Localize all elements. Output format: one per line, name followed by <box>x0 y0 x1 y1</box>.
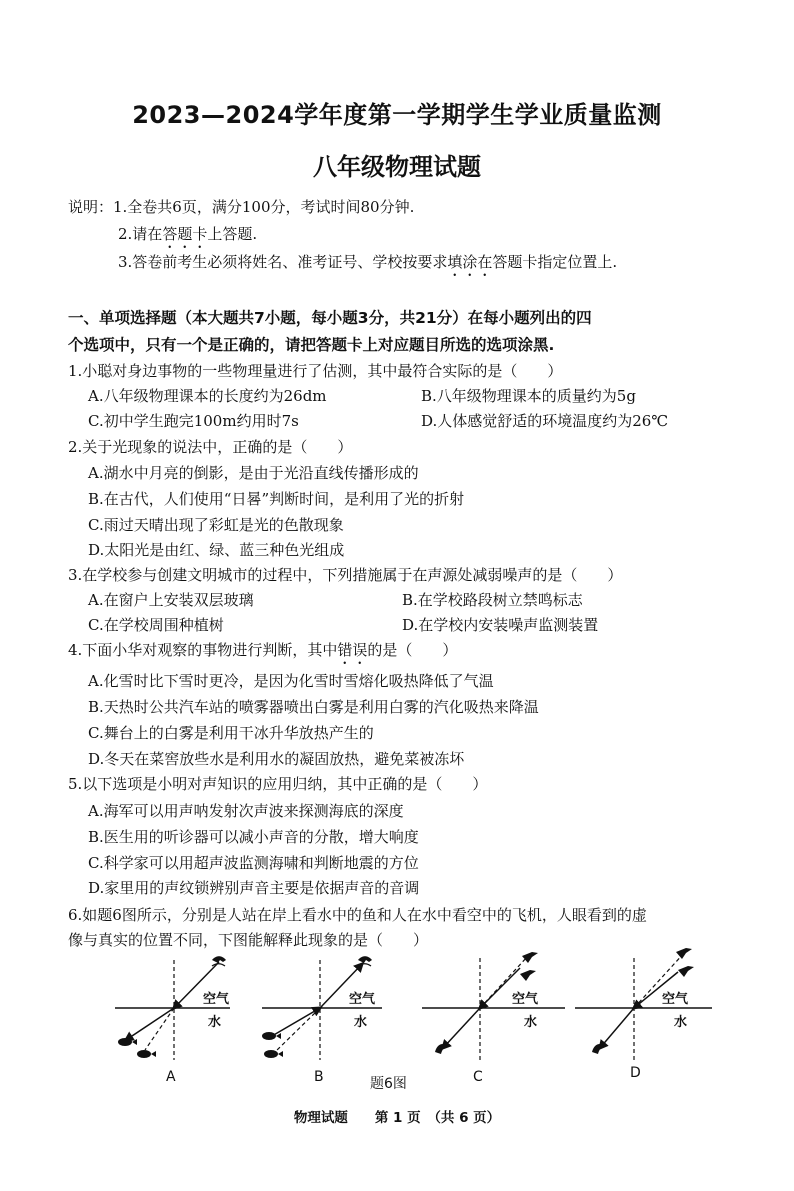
diagram-d-air-label: 空气 <box>662 992 689 1007</box>
diagram-c-water-label: 水 <box>524 1015 538 1030</box>
eye-icon <box>358 956 372 963</box>
question-5-option-b: B.医生用的听诊器可以减小声音的分散，增大响度 <box>88 828 419 846</box>
fish-icon-tail <box>132 1039 137 1045</box>
question-4-stem-pre: 4.下面小华对观察的事物进行判断，其中 <box>68 641 338 659</box>
diagram-b <box>262 956 382 1085</box>
diagram-b-water-label: 水 <box>354 1015 368 1030</box>
instruction-3-emphasis: 填涂在 <box>447 253 493 271</box>
exam-subtitle: 八年级物理试题 <box>313 153 481 181</box>
fish-icon <box>262 1032 276 1040</box>
question-2-option-a: A.湖水中月亮的倒影，是由于光沿直线传播形成的 <box>88 464 419 482</box>
question-1-option-d: D.人体感觉舒适的环境温度约为26℃ <box>421 412 669 430</box>
fish-icon <box>137 1050 151 1058</box>
diagram-a-ray-extension <box>145 1008 174 1050</box>
diagram-a-air-label: 空气 <box>203 992 230 1007</box>
question-4-option-a: A.化雪时比下雪时更冷，是因为化雪时雪熔化吸热降低了气温 <box>88 672 494 690</box>
question-3-option-d: D.在学校内安装噪声监测装置 <box>402 616 599 634</box>
question-4-stem-post: 的是（ ） <box>367 641 458 659</box>
diagram-c <box>422 952 565 1085</box>
question-5-stem: 5.以下选项是小明对声知识的应用归纳，其中正确的是（ ） <box>68 775 488 793</box>
fish-icon <box>264 1050 278 1058</box>
question-4-option-b: B.天热时公共汽车站的喷雾器喷出白雾是利用白雾的汽化吸热来降温 <box>88 698 539 716</box>
question-4-stem-emphasis: 错误 <box>337 641 368 659</box>
diagram-b-label: B <box>314 1069 324 1085</box>
diagram-a-label: A <box>166 1069 176 1085</box>
question-2-option-d: D.太阳光是由红、绿、蓝三种色光组成 <box>88 541 345 559</box>
diagram-c-label: C <box>473 1069 483 1085</box>
airplane-icon <box>520 970 536 981</box>
question-5-option-d: D.家里用的声纹锁辨别声音主要是依据声音的音调 <box>88 879 420 897</box>
question-3-stem: 3.在学校参与创建文明城市的过程中，下列措施属于在声源处减弱噪声的是（ ） <box>68 566 623 584</box>
eye-icon <box>212 956 226 963</box>
airplane-icon <box>676 948 692 959</box>
diagram-d-label: D <box>630 1065 641 1081</box>
diagram-d-water-label: 水 <box>674 1015 688 1030</box>
instruction-3-post: 答题卡指定位置上. <box>492 253 618 271</box>
instruction-2-pre: 2.请在 <box>118 225 163 243</box>
question-6-stem-line2: 像与真实的位置不同，下图能解释此现象的是（ ） <box>68 931 429 949</box>
instruction-3 <box>118 251 617 280</box>
diagram-b-air-label: 空气 <box>349 992 376 1007</box>
instruction-2-post: 上答题. <box>207 225 258 243</box>
question-3-option-c: C.在学校周围种植树 <box>88 616 224 634</box>
instruction-2 <box>118 223 257 252</box>
diagram-c-air-label: 空气 <box>512 992 539 1007</box>
instruction-2-emphasis: 答题卡 <box>162 225 208 243</box>
instruction-3-pre: 3.答卷前考生必须将姓名、准考证号、学校按要求 <box>118 253 448 271</box>
diver-icon <box>592 1044 604 1054</box>
section-heading-line1: 一、单项选择题（本大题共7小题，每小题3分，共21分）在每小题列出的四 <box>68 309 592 327</box>
question-4-option-d: D.冬天在菜窖放些水是利用水的凝固放热，避免菜被冻坏 <box>88 750 465 768</box>
diagram-a <box>115 956 230 1085</box>
question-1-option-b: B.八年级物理课本的质量约为5g <box>421 387 636 405</box>
question-2-option-c: C.雨过天晴出现了彩虹是光的色散现象 <box>88 516 344 534</box>
diagram-b-ray-water <box>272 1008 320 1036</box>
question-1-option-c: C.初中学生跑完100m约用时7s <box>88 412 299 430</box>
fish-icon-tail <box>278 1051 283 1057</box>
question-2-option-b: B.在古代，人们使用“日晷”判断时间，是利用了光的折射 <box>88 490 465 508</box>
question-3-option-a: A.在窗户上安装双层玻璃 <box>88 591 254 609</box>
diagram-d-ray-water <box>600 1008 634 1048</box>
page-footer: 物理试题 第 1 页 （共 6 页） <box>293 1110 501 1126</box>
question-2-stem: 2.关于光现象的说法中，正确的是（ ） <box>68 438 353 456</box>
airplane-icon <box>522 952 538 963</box>
instruction-1: 说明：1.全卷共6页，满分100分，考试时间80分钟. <box>68 198 415 216</box>
eye-icon-lash <box>212 964 225 966</box>
fish-icon <box>118 1038 132 1046</box>
question-4-stem <box>68 639 457 668</box>
question-6-figure <box>100 948 720 1098</box>
diagram-a-ray-water <box>126 1008 174 1040</box>
figure-caption: 题6图 <box>370 1076 407 1092</box>
question-5-option-a: A.海军可以用声呐发射次声波来探测海底的深度 <box>88 802 404 820</box>
question-3-option-b: B.在学校路段树立禁鸣标志 <box>402 591 583 609</box>
diver-icon <box>435 1044 447 1054</box>
question-4-option-c: C.舞台上的白雾是利用干冰升华放热产生的 <box>88 724 374 742</box>
question-6-stem-line1: 6.如题6图所示，分别是人站在岸上看水中的鱼和人在水中看空中的飞机，人眼看到的虚 <box>68 906 647 924</box>
diagram-c-ray-water <box>443 1008 480 1048</box>
question-5-option-c: C.科学家可以用超声波监测海啸和判断地震的方位 <box>88 854 419 872</box>
fish-icon-tail <box>151 1051 156 1057</box>
diagram-d <box>575 948 712 1081</box>
section-heading-line2: 个选项中，只有一个是正确的，请把答题卡上对应题目所选的选项涂黑. <box>68 336 555 354</box>
question-1-stem: 1.小聪对身边事物的一些物理量进行了估测，其中最符合实际的是（ ） <box>68 362 563 380</box>
question-1-option-a: A.八年级物理课本的长度约为26dm <box>88 387 327 405</box>
diagram-a-water-label: 水 <box>208 1015 222 1030</box>
airplane-icon <box>678 966 694 977</box>
exam-title: 2023—2024学年度第一学期学生学业质量监测 <box>132 101 662 129</box>
